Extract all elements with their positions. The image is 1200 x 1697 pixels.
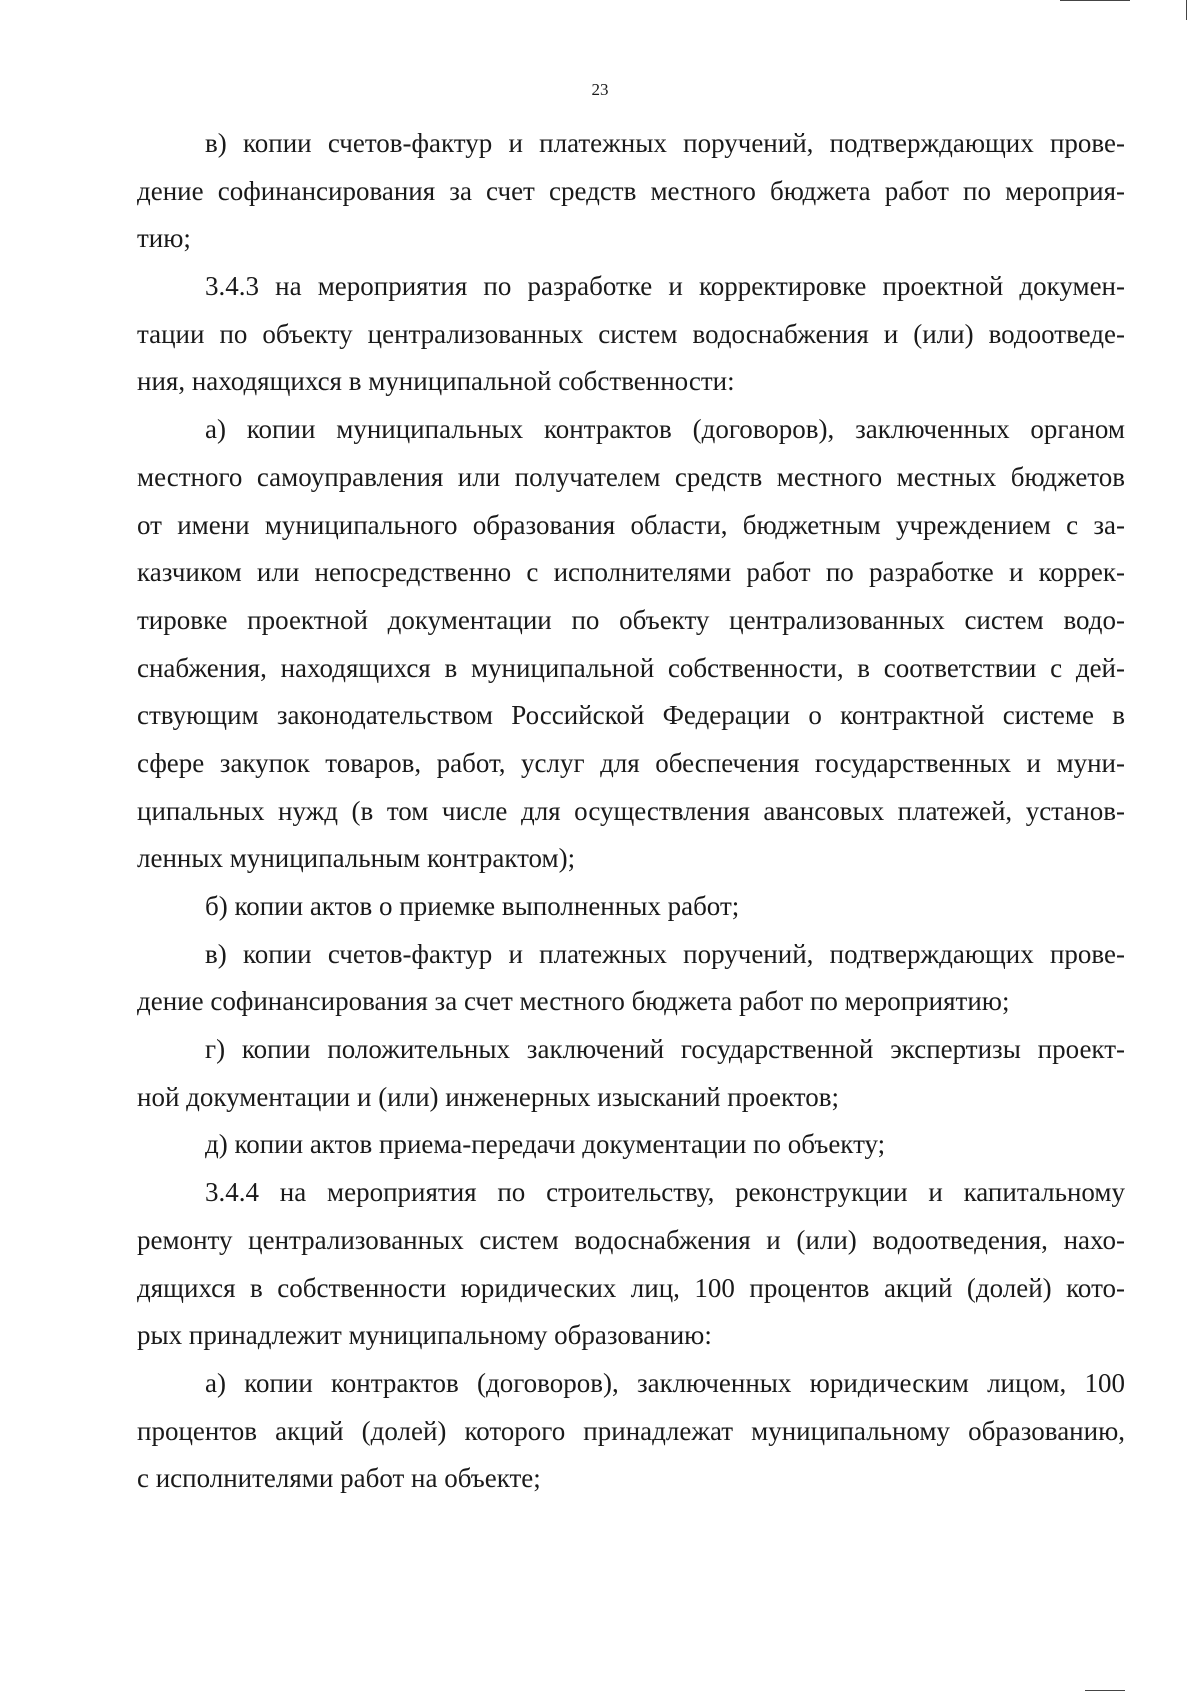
text-line: сфере закупок товаров, работ, услуг для обеспечения государственных и муни- [137,747,1125,778]
text-line: ленных муниципальным контрактом); [137,843,576,874]
text-line: рых принадлежит муниципальному образованию: [137,1320,712,1351]
text-line: в) копии счетов-фактур и платежных поручений, подтверждающих прове- [205,938,1125,969]
text-line: а) копии муниципальных контрактов (договоров), заключенных органом [205,414,1125,445]
text-line: местного самоуправления или получателем средств местного местных бюджетов [137,461,1125,492]
text-line: казчиком или непосредственно с исполнителями работ по разработке и коррек- [137,557,1125,588]
text-line: тировке проектной документации по объекту централизованных систем водо- [137,604,1125,635]
text-line: ствующим законодательством Российской Федерации о контрактной системе в [137,700,1125,731]
scan-edge-mark-bottom [1085,1690,1125,1691]
text-line: ния, находящихся в муниципальной собственности: [137,366,735,397]
text-line: дение софинансирования за счет средств местного бюджета работ по мероприя- [137,175,1125,206]
scan-edge-mark-right [1186,0,1187,20]
text-line: а) копии контрактов (договоров), заключенных юридическим лицом, 100 [205,1367,1125,1398]
text-line: ной документации и (или) инженерных изысканий проектов; [137,1081,839,1112]
text-line: д) копии актов приема-передачи документации по объекту; [205,1129,886,1160]
text-line: с исполнителями работ на объекте; [137,1463,541,1494]
text-line: в) копии счетов-фактур и платежных поручений, подтверждающих прове- [205,128,1125,158]
text-line: тию; [137,223,191,254]
scan-edge-mark-top [1060,0,1130,1]
text-line: тации по объекту централизованных систем водоснабжения и (или) водоотведе- [137,318,1125,349]
text-line: 3.4.4 на мероприятия по строительству, реконструкции и капитальному [205,1177,1125,1208]
text-line: дение софинансирования за счет местного бюджета работ по мероприятию; [137,986,1010,1017]
text-line: процентов акций (долей) которого принадлежат муниципальному образованию, [137,1415,1125,1446]
text-line: снабжения, находящихся в муниципальной собственности, в соответствии с дей- [137,652,1125,683]
text-line: дящихся в собственности юридических лиц, 100 процентов акций (долей) кото- [137,1272,1125,1303]
text-line: б) копии актов о приемке выполненных работ; [205,891,740,921]
text-line: от имени муниципального образования области, бюджетным учреждением с за- [137,509,1125,540]
text-line: 3.4.3 на мероприятия по разработке и корректировке проектной докумен- [205,271,1125,302]
text-line: ципальных нужд (в том числе для осуществления авансовых платежей, установ- [137,795,1125,826]
page-number: 23 [591,80,609,99]
text-line: г) копии положительных заключений государственной экспертизы проект- [205,1034,1125,1065]
body-text [137,120,1125,1503]
text-line: ремонту централизованных систем водоснабжения и (или) водоотведения, нахо- [137,1224,1125,1255]
